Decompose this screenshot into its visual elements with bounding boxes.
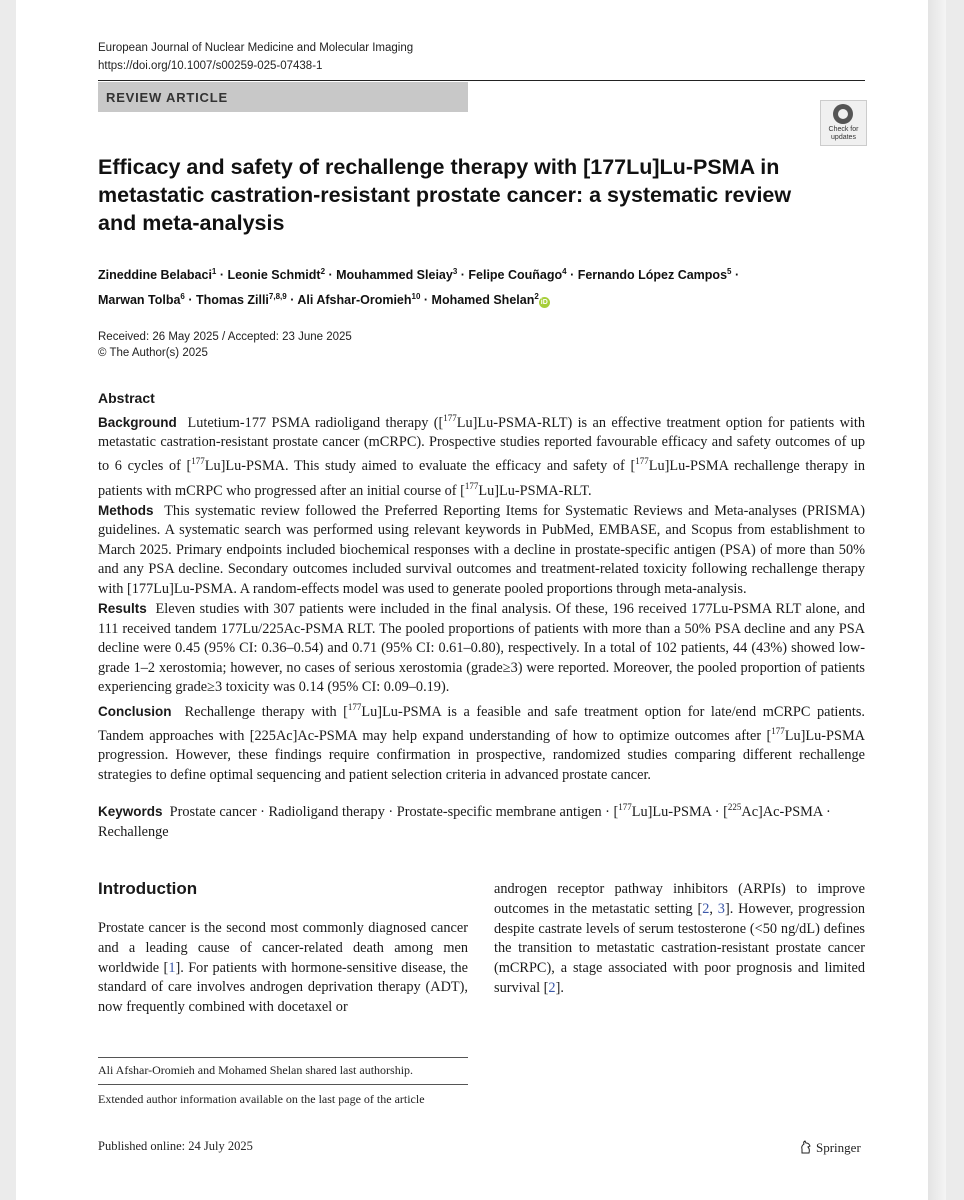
copyright: © The Author(s) 2025 (98, 347, 208, 359)
publisher-logo (800, 1140, 861, 1156)
footnote-extended-info: Extended author information available on the last page of the article (98, 1092, 425, 1106)
article-type: REVIEW ARTICLE (106, 90, 228, 105)
author[interactable]: Thomas Zilli (195, 293, 269, 308)
footnote-authorship: Ali Afshar-Oromieh and Mohamed Shelan shared last authorship. (98, 1063, 414, 1077)
journal-header (98, 39, 413, 75)
article-type-band (98, 82, 468, 112)
citation-link[interactable]: 1 (168, 959, 176, 976)
author[interactable]: Ali Afshar-Oromieh (297, 293, 412, 308)
check-updates-line2: updates (831, 134, 856, 141)
introduction-heading: Introduction (98, 879, 198, 898)
citation-link[interactable]: 3 (717, 900, 725, 917)
author[interactable]: Mohamed Shelan (431, 293, 535, 308)
author-list: Zineddine Belabaci$^1$ · Leonie Schmidt$^2$ · Mouhammed Sleiay$^3$ · Felipe Couñago$^4$ · Fernando López Campos$^5$ · Marwan Tolba$^6$ · Thomas Zilli$^{7,8,9}$ · Ali Afshar-Oromieh$^{10}$ · Mohamed Shelan$^2$iD (98, 267, 740, 308)
publisher-name: Springer (816, 1140, 861, 1155)
abstract-methods: Methods This systematic review followed the Preferred Reporting Items for Systematic Reviews and Meta-analyses (PRISMA) guidelines. A systematic search was performed using relevant keywords in PubMed, EMBASE, and Scopus from establishment to March 2025. Primary endpoints included biochemical responses with a decline in prostate-specific antigen (PSA) of more than 50% and any PSA decline. Secondary outcomes included survival outcomes and treatment-related toxicity following rechallenge therapy with [177Lu]Lu-PSMA. A random-effects model was used to generate pooled proportions through meta-analysis. (98, 502, 866, 597)
citation-link[interactable]: 2 (702, 900, 710, 917)
published-date: Published online: 24 July 2025 (98, 1139, 253, 1153)
header-rule (98, 80, 865, 81)
check-updates-icon (833, 104, 853, 124)
check-for-updates-badge[interactable] (820, 100, 867, 146)
article-title: Efficacy and safety of rechallenge therapy with [177Lu]Lu-PSMA in metastatic castration-resistant prostate cancer: a systematic review and meta-analysis (98, 155, 792, 235)
intro-paragraph: androgen receptor pathway inhibitors (ARPIs) to improve outcomes in the metastatic setting [2, 3]. However, progression despite castrate levels of serum testosterone (<50 ng/dL) defines the transition to metastatic castration-resistant prostate cancer (mCRPC), a stage associated with poor prognosis and limited survival [2]. (494, 881, 866, 996)
keywords: Keywords Prostate cancer · Radioligand therapy · Prostate-specific membrane antigen · [$^{177}$Lu]Lu-PSMA · [$^{225}$Ac]Ac-PSMA · Rechallenge (98, 802, 831, 840)
author[interactable]: Leonie Schmidt (227, 268, 321, 283)
footnote-rule (98, 1084, 468, 1085)
footnote-rule (98, 1057, 468, 1058)
author[interactable]: Mouhammed Sleiay (336, 268, 453, 283)
journal-name: European Journal of Nuclear Medicine and Molecular Imaging (98, 42, 414, 54)
abstract-results: Results Eleven studies with 307 patients were included in the final analysis. Of these, 196 received 177Lu-PSMA RLT alone, and 111 received tandem 177Lu/225Ac-PSMA RLT. The pooled proportions of patients with more than a 50% PSA decline and any PSA decline were 0.45 (95% CI: 0.36–0.54) and 0.71 (95% CI: 0.61–0.80), respectively. In a total of 102 patients, 44 (43%) showed low-grade 1–2 xerostomia; however, no cases of serious xerostomia (grade≥3) were reported. Moreover, the pooled proportion of patients experiencing grade≥3 toxicity was 0.14 (95% CI: 0.09–0.19). (98, 601, 865, 696)
intro-column-left (98, 919, 468, 1018)
author[interactable]: Zineddine Belabaci (98, 268, 212, 283)
doi-link[interactable]: https://doi.org/10.1007/s00259-025-07438-1 (98, 60, 323, 72)
springer-horse-icon (800, 1140, 812, 1154)
abstract-conclusion: Conclusion Rechallenge therapy with [$^{177}$Lu]Lu-PSMA is a feasible and safe treatment option for late/end mCRPC patients. Tandem approaches with [225Ac]Ac-PSMA may help expand understanding of how to optimize outcomes after [$^{177}$Lu]Lu-PSMA progression. However, these findings require confirmation in prospective, randomized studies comparing different rechallenge strategies to define optimal sequencing and patient selection criteria in advanced prostate cancer. (98, 701, 865, 783)
received-accepted: Received: 26 May 2025 / Accepted: 23 June 2025 (98, 331, 352, 343)
author[interactable]: Marwan Tolba (98, 293, 181, 308)
orcid-icon[interactable]: iD (540, 299, 548, 307)
check-updates-line1: Check for (828, 126, 859, 133)
intro-paragraph: Prostate cancer is the second most commonly diagnosed cancer and a leading cause of cancer-related death among men worldwide [1]. For patients with hormone-sensitive disease, the standard of care involves androgen deprivation therapy (ADT), now frequently combined with docetaxel or (98, 920, 468, 1016)
page-edge-shadow (928, 0, 946, 1200)
author[interactable]: Fernando López Campos (577, 268, 728, 283)
intro-column-right (494, 880, 865, 999)
citation-link[interactable]: 2 (548, 979, 556, 996)
abstract-heading: Abstract (98, 390, 155, 406)
abstract (98, 389, 865, 785)
author[interactable]: Felipe Couñago (468, 268, 563, 283)
abstract-background: Background Lutetium-177 PSMA radioligand therapy ([$^{177}$Lu]Lu-PSMA-RLT) is an effective treatment option for patients with metastatic castration-resistant prostate cancer (mCRPC). Prospective studies reported favourable efficacy and safety outcomes of up to 6 cycles of [$^{177}$Lu]Lu-PSMA. This study aimed to evaluate the efficacy and safety of [$^{177}$Lu]Lu-PSMA rechallenge therapy in patients with mCRPC who progressed after an initial course of [$^{177}$Lu]Lu-PSMA-RLT. (98, 412, 865, 499)
article-dates (98, 329, 352, 361)
